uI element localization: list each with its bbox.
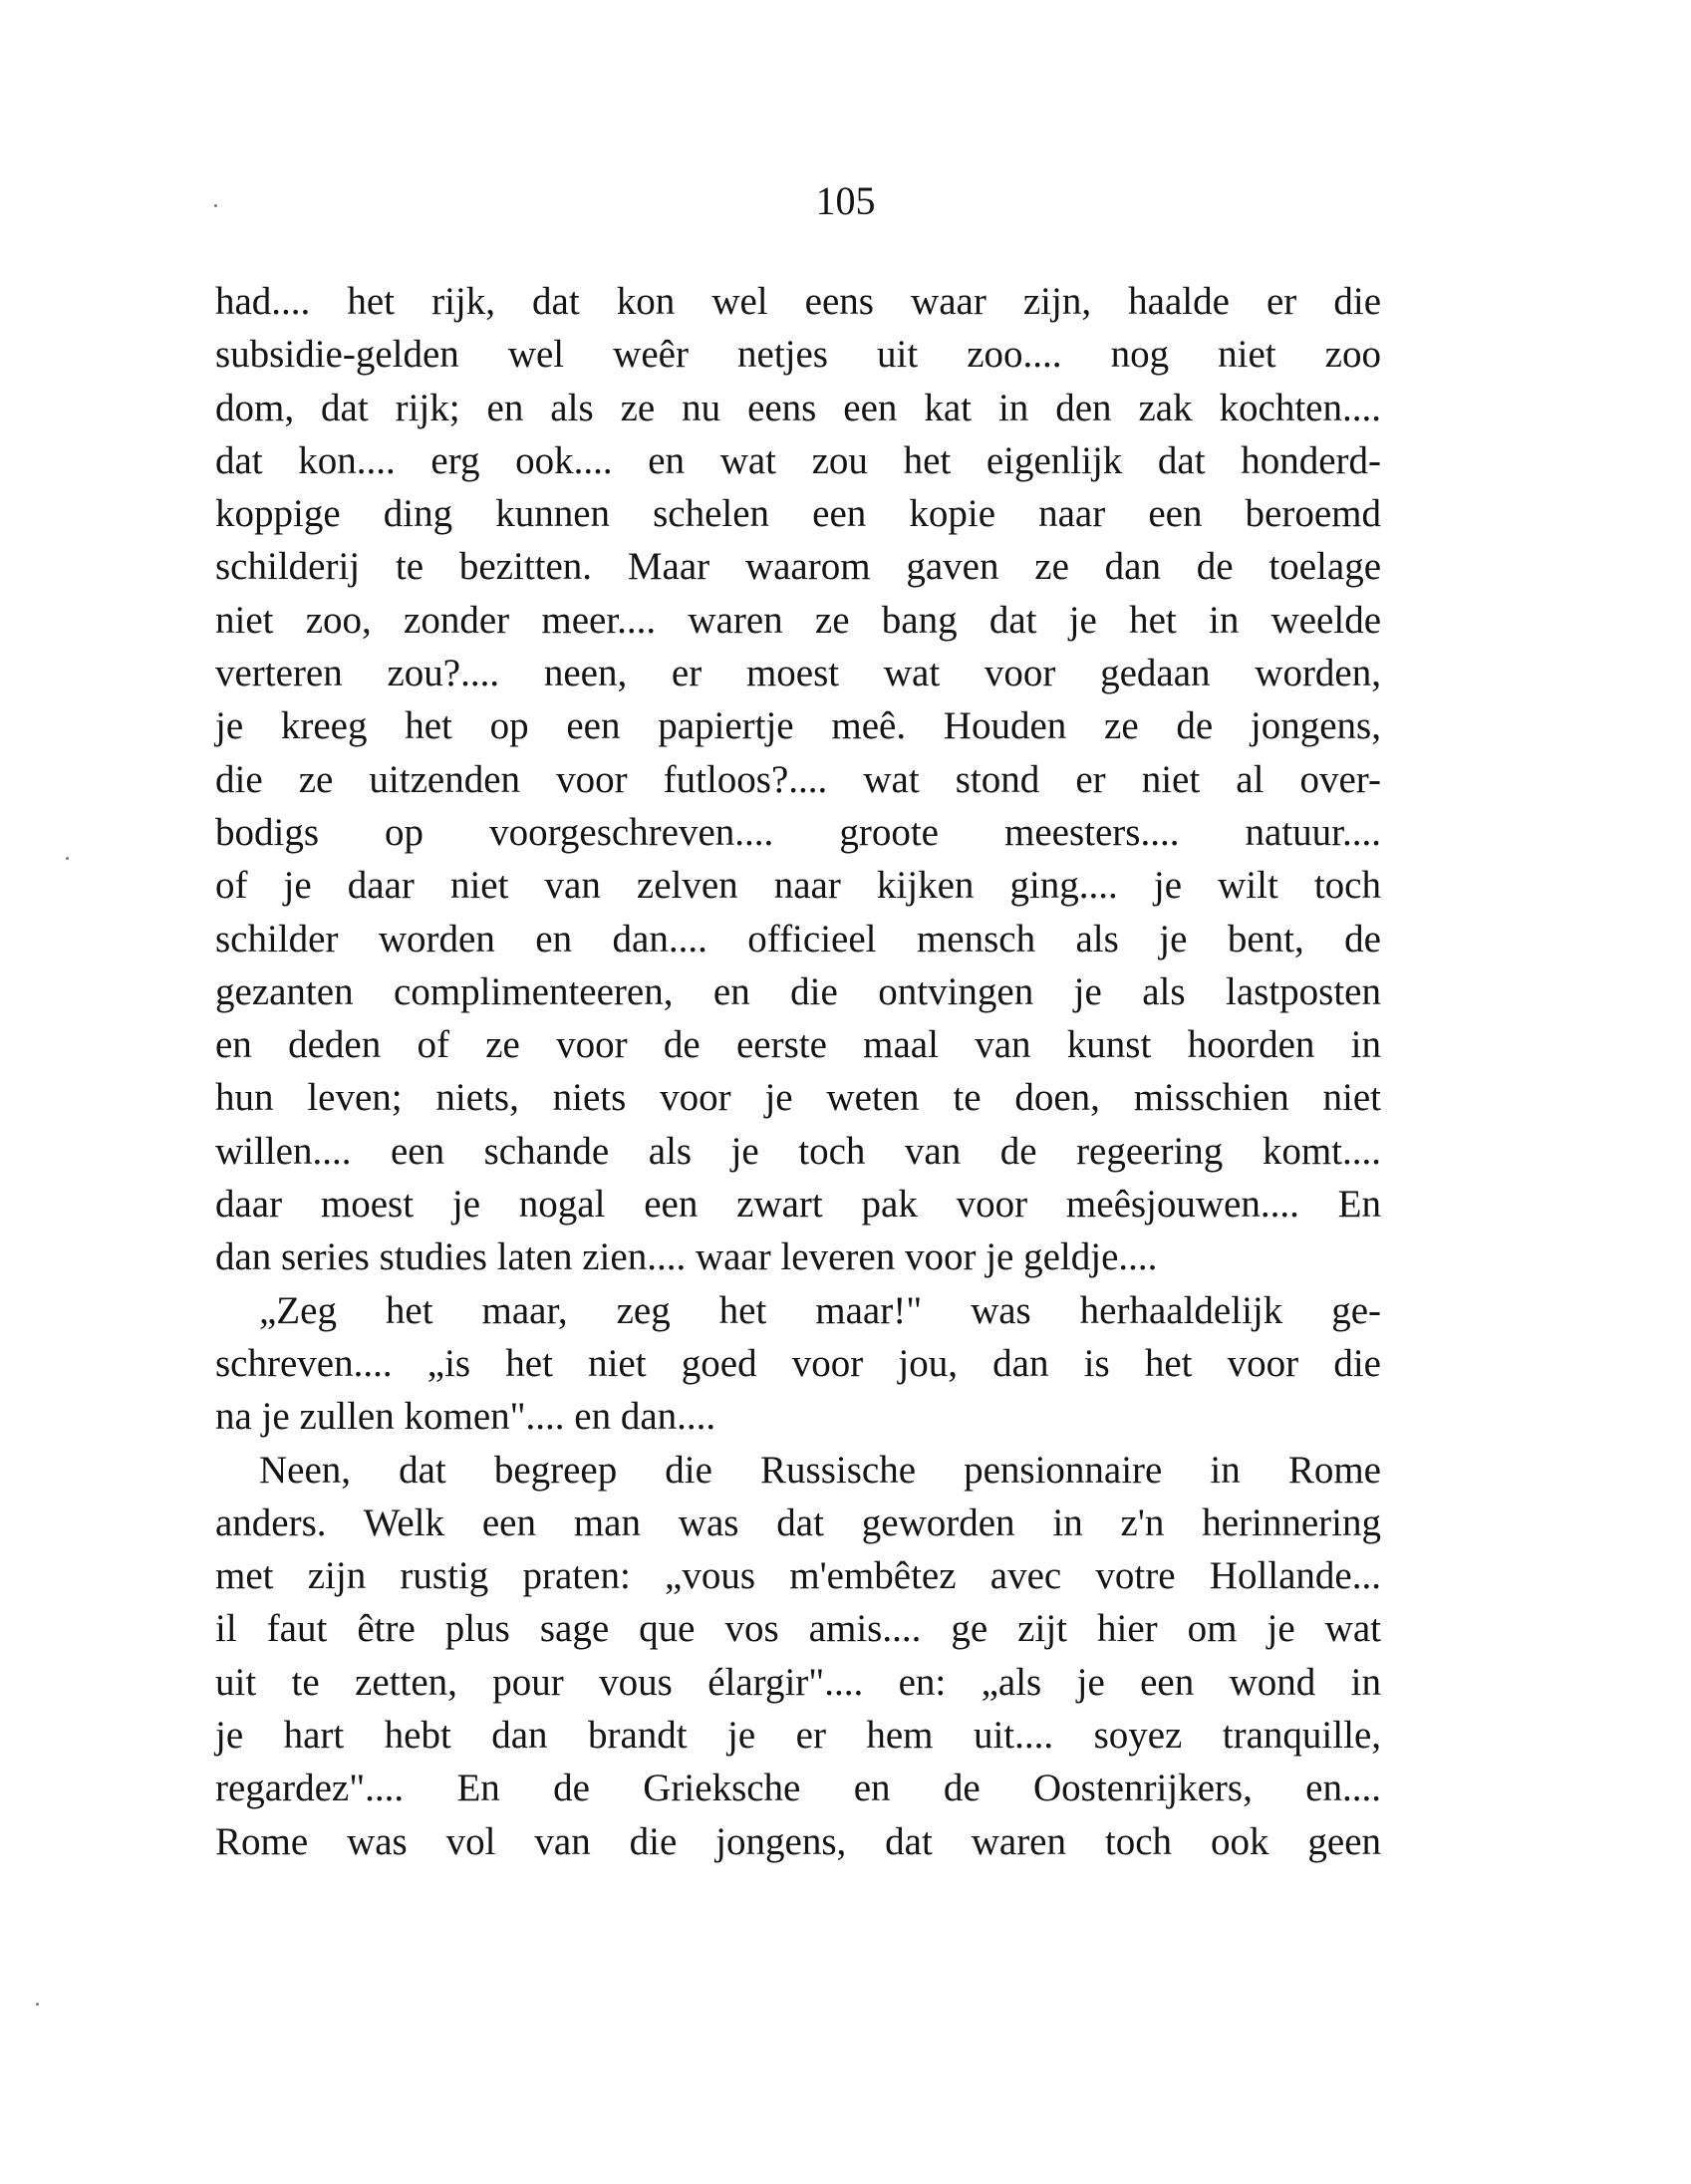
text-line: „Zeg het maar, zeg het maar!" was herhaaldelijk ge- bbox=[259, 1288, 1381, 1332]
text-line: schilder worden en dan.... officieel mensch als je bent, de bbox=[215, 917, 1381, 960]
text-line: verteren zou?.... neen, er moest wat voor gedaan worden, bbox=[215, 652, 1381, 695]
text-line: anders. Welk een man was dat geworden in z'n herinnering bbox=[215, 1501, 1381, 1544]
text-line: dat kon.... erg ook.... en wat zou het eigenlijk dat honderd- bbox=[215, 438, 1381, 482]
page-number: 105 bbox=[815, 178, 876, 223]
text-line: dom, dat rijk; en als ze nu eens een kat in den zak kochten.... bbox=[215, 386, 1381, 429]
text-line: of je daar niet van zelven naar kijken ging.... je wilt toch bbox=[215, 864, 1381, 908]
text-line: je hart hebt dan brandt je er hem uit.... soyez tranquille, bbox=[215, 1714, 1381, 1758]
text-line: schilderij te bezitten. Maar waarom gaven ze dan de toelage bbox=[215, 545, 1381, 589]
paper-speck bbox=[66, 857, 69, 860]
text-line: en deden of ze voor de eerste maal van kunst hoorden in bbox=[215, 1023, 1381, 1067]
text-line: il faut être plus sage que vos amis.... ge zijt hier om je wat bbox=[215, 1607, 1381, 1651]
text-line: regardez".... En de Grieksche en de Oostenrijkers, en.... bbox=[215, 1767, 1381, 1810]
text-line: Rome was vol van die jongens, dat waren toch ook geen bbox=[215, 1819, 1381, 1863]
text-line: met zijn rustig praten: „vous m'embêtez avec votre Hollande... bbox=[215, 1554, 1381, 1598]
text-line: hun leven; niets, niets voor je weten te doen, misschien niet bbox=[215, 1076, 1381, 1120]
text-line: subsidie-gelden wel weêr netjes uit zoo.... nog niet zoo bbox=[215, 333, 1381, 377]
text-line: had.... het rijk, dat kon wel eens waar zijn, haalde er die bbox=[215, 280, 1381, 323]
text-line: dan series studies laten zien.... waar leveren voor je geldje.... bbox=[215, 1235, 1158, 1279]
text-line: schreven.... „is het niet goed voor jou, dan is het voor die bbox=[215, 1341, 1381, 1385]
text-line: koppige ding kunnen schelen een kopie naar een beroemd bbox=[215, 492, 1381, 536]
paper-speck bbox=[214, 204, 217, 207]
text-line: uit te zetten, pour vous élargir".... en: „als je een wond in bbox=[215, 1660, 1381, 1704]
text-line: die ze uitzenden voor futloos?.... wat stond er niet al over- bbox=[215, 757, 1381, 801]
text-line: Neen, dat begreep die Russische pensionnaire in Rome bbox=[259, 1448, 1381, 1492]
text-line: na je zullen komen".... en dan.... bbox=[215, 1395, 716, 1439]
text-line: niet zoo, zonder meer.... waren ze bang dat je het in weelde bbox=[215, 598, 1381, 642]
paper-speck bbox=[36, 2003, 39, 2006]
body-text bbox=[215, 275, 1381, 1868]
text-line: daar moest je nogal een zwart pak voor meêsjouwen.... En bbox=[215, 1183, 1381, 1227]
text-line: bodigs op voorgeschreven.... groote meesters.... natuur.... bbox=[215, 810, 1381, 854]
text-line: je kreeg het op een papiertje meê. Houden ze de jongens, bbox=[215, 704, 1381, 748]
text-line: gezanten complimenteeren, en die ontvingen je als lastposten bbox=[215, 969, 1381, 1013]
text-line: willen.... een schande als je toch van de regeering komt.... bbox=[215, 1129, 1381, 1173]
